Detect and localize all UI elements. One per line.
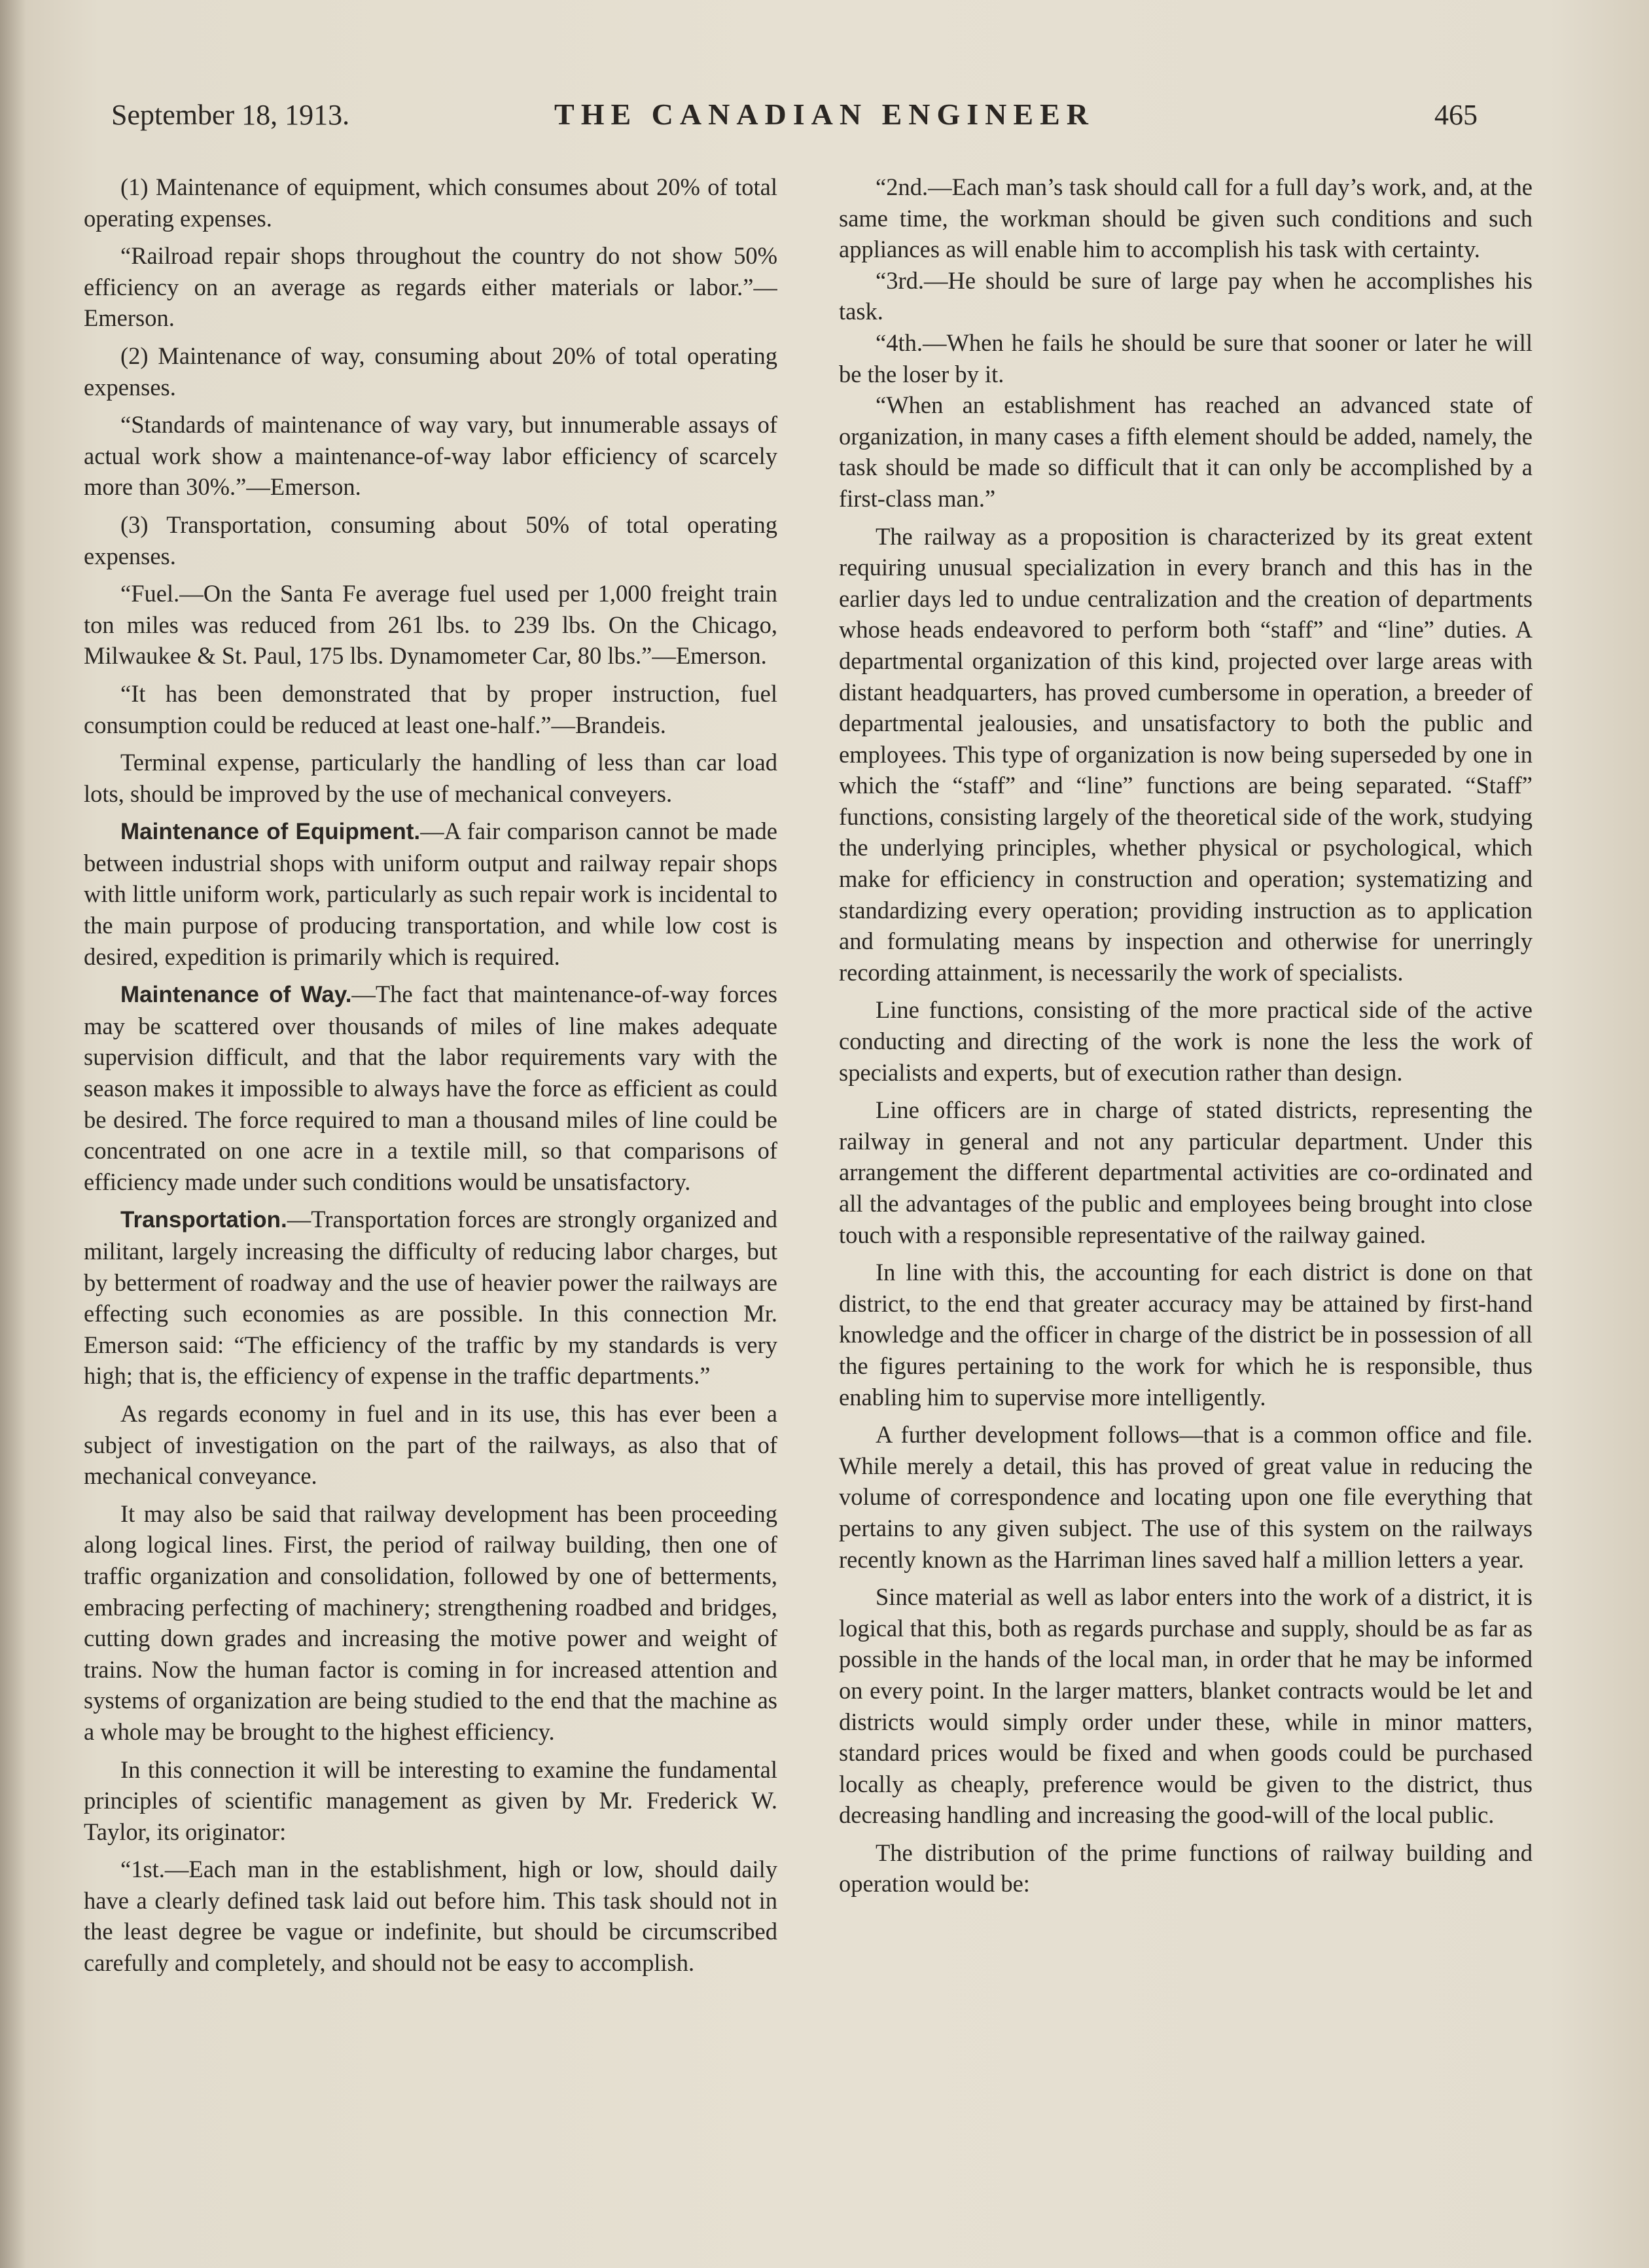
paragraph-text: In this connection it will be interesting to examine the fundamental principles of scientific management as given by Mr. Frederick W. Taylor, its originator: xyxy=(84,1755,777,1845)
paragraph-text: “Railroad repair shops throughout the country do not show 50% efficiency on an average as regards either materials or labor.”—Emerson. xyxy=(84,242,777,332)
paragraph-text: “When an establishment has reached an advanced state of organization, in many cases a fifth element should be added, namely, the task should be made so difficult that it can only be accomplished by a first-class man.” xyxy=(839,391,1533,512)
paragraph xyxy=(84,1398,777,1492)
binding-shadow xyxy=(0,0,26,2268)
paragraph xyxy=(84,240,777,334)
paragraph xyxy=(84,1754,777,1848)
paragraph-text: The distribution of the prime functions of railway building and operation would be: xyxy=(839,1839,1533,1898)
paragraph-text: “4th.—When he fails he should be sure that sooner or later he will be the loser by it. xyxy=(839,329,1533,387)
paragraph xyxy=(84,509,777,571)
paragraph xyxy=(84,1854,777,1978)
paragraph xyxy=(84,979,777,1197)
paragraph-text: “3rd.—He should be sure of large pay when he accomplishes his task. xyxy=(839,266,1533,325)
paragraph-text: It may also be said that railway development has been proceeding along logical lines. First, the period of railway building, then one of traffic organization and consolidation, followed by one of betterments, embracing perfecting of machinery; strengthening roadbed and bridges, cutting down grades and increasing the motive power and weight of trains. Now the human factor is coming in for increased attention and systems of organization are being studied to the end that the machine as a whole may be brought to the highest efficiency. xyxy=(84,1500,777,1745)
paragraph-text: (1) Maintenance of equipment, which consumes about 20% of total operating expenses. xyxy=(84,173,777,232)
paragraph xyxy=(84,409,777,503)
paragraph xyxy=(839,994,1533,1088)
page-number: 465 xyxy=(1434,99,1478,131)
paragraph-text: (3) Transportation, consuming about 50% of total operating expenses. xyxy=(84,511,777,569)
paragraph xyxy=(839,389,1533,514)
paragraph xyxy=(839,1094,1533,1250)
paragraph xyxy=(839,1581,1533,1831)
journal-title: THE CANADIAN ENGINEER xyxy=(554,98,1095,131)
paragraph-text: Terminal expense, particularly the handling of less than car load lots, should be improved by the use of mechanical conveyers. xyxy=(84,749,777,807)
paragraph xyxy=(84,1204,777,1392)
section-heading: Transportation. xyxy=(120,1207,287,1233)
paragraph xyxy=(84,340,777,403)
paragraph-text: A further development follows—that is a common office and file. While merely a detail, this has proved of great value in reducing the volume of correspondence and locating upon one file everything that pertains to any given subject. The use of this system on the railways recently known as the Harriman lines saved half a million letters a year. xyxy=(839,1421,1533,1573)
paragraph-text: “1st.—Each man in the establishment, high or low, should daily have a clearly defined task laid out before him. This task should not in the least degree be vague or indefinite, but should be circumscribed carefully and completely, and should not be easy to accomplish. xyxy=(84,1856,777,1977)
paragraph xyxy=(839,1837,1533,1899)
section-heading: Maintenance of Way. xyxy=(120,982,352,1008)
paragraph-text: “It has been demonstrated that by proper instruction, fuel consumption could be reduced at least one-half.”—Brandeis. xyxy=(84,679,777,738)
paragraph xyxy=(84,747,777,809)
section-heading: Maintenance of Equipment. xyxy=(120,819,421,845)
right-column xyxy=(839,171,1533,2201)
paragraph xyxy=(839,1419,1533,1575)
running-header xyxy=(0,92,1649,144)
paragraph xyxy=(84,678,777,740)
left-column xyxy=(84,171,777,2201)
paragraph-text: —A fair comparison cannot be made between industrial shops with uniform output and railway repair shops with little uniform work, particularly as such repair work is incidental to the main purpose of producing transportation, and while low cost is desired, expedition is primarily which is required. xyxy=(84,818,777,970)
paragraph-text: “2nd.—Each man’s task should call for a full day’s work, and, at the same time, the workman should be given such conditions and such appliances as will enable him to accomplish his task with certainty. xyxy=(839,173,1533,263)
paragraph-text: —Transportation forces are strongly organized and militant, largely increasing the difficulty of reducing labor charges, but by betterment of roadway and the use of heavier power the railways are effecting such economies as are possible. In this connection Mr. Emerson said: “The efficiency of the traffic by my standards is very high; that is, the efficiency of expense in the traffic departments.” xyxy=(84,1206,777,1390)
issue-date: September 18, 1913. xyxy=(111,99,350,131)
paragraph-text: In line with this, the accounting for each district is done on that district, to the end that greater accuracy may be attained by first-hand knowledge and the officer in charge of the district be in possession of all the figures pertaining to the work for which he is responsible, thus enabling him to supervise more intelligently. xyxy=(839,1259,1533,1411)
paragraph xyxy=(839,1257,1533,1413)
paragraph xyxy=(84,578,777,672)
paragraph-text: Line functions, consisting of the more practical side of the active conducting and directing of the work is none the less the work of specialists and experts, but of execution rather than design. xyxy=(839,996,1533,1086)
paragraph xyxy=(839,171,1533,265)
paragraph-text: Line officers are in charge of stated districts, representing the railway in general and not any particular department. Under this arrangement the different departmental activities are co-ordinated and all the advantages of the public and employees being brought into close touch with a responsible representative of the railway gained. xyxy=(839,1096,1533,1248)
paragraph-text: “Fuel.—On the Santa Fe average fuel used per 1,000 freight train ton miles was reduced from 261 lbs. to 239 lbs. On the Chicago, Milwaukee & St. Paul, 175 lbs. Dynamometer Car, 80 lbs.”—Emerson. xyxy=(84,580,777,670)
paragraph-text: “Standards of maintenance of way vary, but innumerable assays of actual work show a maintenance-of-way labor efficiency of scarcely more than 30%.”—Emerson. xyxy=(84,411,777,501)
paragraph-text: —The fact that maintenance-of-way forces may be scattered over thousands of miles of line makes adequate supervision difficult, and that the labor requirements vary with the season makes it impossible to always have the force as efficient as could be desired. The force required to man a thousand miles of line could be concentrated on one acre in a textile mill, so that comparisons of efficiency made under such conditions would be unsatisfactory. xyxy=(84,981,777,1195)
paragraph-text: As regards economy in fuel and in its use, this has ever been a subject of investigation on the part of the railways, as also that of mechanical conveyance. xyxy=(84,1399,777,1490)
paragraph xyxy=(84,1498,777,1748)
paragraph-text: (2) Maintenance of way, consuming about 20% of total operating expenses. xyxy=(84,342,777,401)
paragraph-text: Since material as well as labor enters into the work of a district, it is logical that this, both as regards purchase and supply, should be as far as possible in the hands of the local man, in order that he may be informed on every point. In the larger matters, blanket contracts would be let and districts would simply order under these, while in minor matters, standard prices would be fixed and when goods could be purchased locally as cheaply, preference would be given to the district, thus decreasing handling and increasing the good-will of the local public. xyxy=(839,1583,1533,1829)
paragraph xyxy=(839,265,1533,327)
paragraph xyxy=(84,816,777,972)
paragraph-text: The railway as a proposition is characterized by its great extent requiring unusual specialization in every branch and this has in the earlier days led to undue centralization and the creation of departments whose heads endeavored to perform both “staff” and “line” duties. A departmental organization of this kind, projected over large areas with distant headquarters, has proved cumbersome in operation, a breeder of departmental jealousies, and unsatisfactory to both the public and employees. This type of organization is now being superseded by one in which the “staff” and “line” functions are being separated. “Staff” functions, consisting largely of the theoretical side of the work, studying the underlying principles, whether physical or psychological, which make for efficiency in construction and operation; systematizing and standardizing every operation; providing instruction as to application and formulating means by inspection and otherwise for unerringly recording attainment, is necessarily the work of specialists. xyxy=(839,522,1533,986)
paragraph xyxy=(84,171,777,234)
paragraph xyxy=(839,327,1533,389)
paragraph xyxy=(839,521,1533,988)
